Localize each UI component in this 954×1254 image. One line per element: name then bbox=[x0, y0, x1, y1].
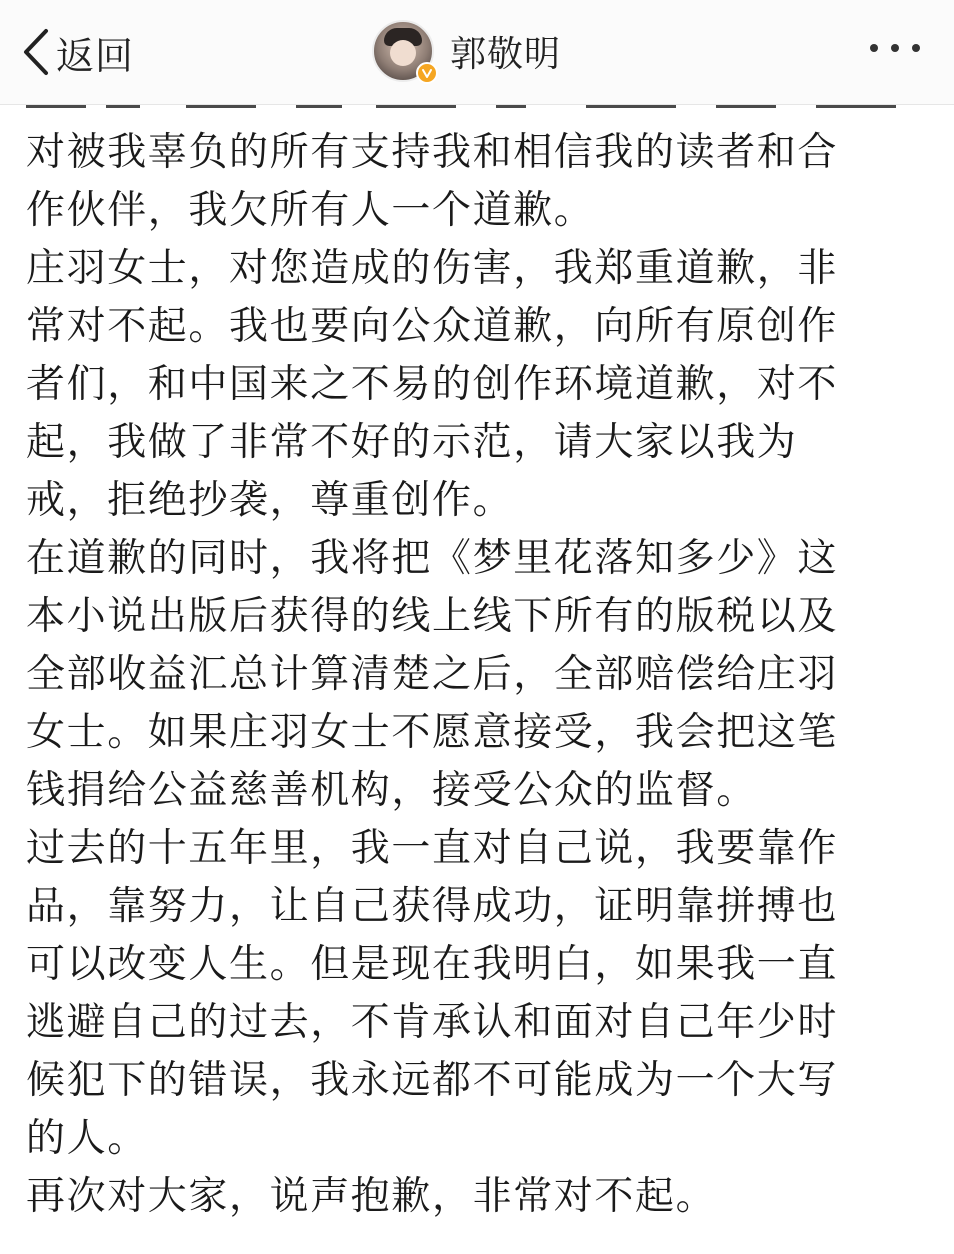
post-text bbox=[26, 124, 916, 1226]
post-text-line: 常对不起。我也要向公众道歉，向所有原创作 bbox=[26, 304, 839, 349]
post-text-line: 可以改变人生。但是现在我明白，如果我一直 bbox=[26, 942, 839, 987]
post-text-line: 过去的十五年里，我一直对自己说，我要靠作 bbox=[26, 826, 839, 871]
verified-v-icon bbox=[416, 62, 438, 84]
post-text-line: 全部收益汇总计算清楚之后，全部赔偿给庄羽 bbox=[26, 652, 839, 697]
post-text-line: 对被我辜负的所有支持我和相信我的读者和合 bbox=[26, 130, 839, 175]
back-button[interactable] bbox=[18, 20, 134, 84]
post-text-line: 戒，拒绝抄袭，尊重创作。 bbox=[26, 478, 514, 523]
post-text-line: 本小说出版后获得的线上线下所有的版税以及 bbox=[26, 594, 839, 639]
top-nav-bar bbox=[0, 0, 954, 105]
post-text-line: 作伙伴，我欠所有人一个道歉。 bbox=[26, 188, 595, 233]
user-profile-link[interactable] bbox=[372, 16, 561, 86]
more-horizontal-icon[interactable] bbox=[870, 38, 920, 58]
post-text-line: 女士。如果庄羽女士不愿意接受，我会把这笔 bbox=[26, 710, 839, 755]
post-text-line: 再次对大家，说声抱歉，非常对不起。 bbox=[26, 1174, 717, 1219]
post-text-line: 在道歉的同时，我将把《梦里花落知多少》这 bbox=[26, 536, 839, 581]
post-text-line: 者们，和中国来之不易的创作环境道歉，对不 bbox=[26, 362, 839, 407]
post-content bbox=[0, 76, 954, 1254]
back-label: 返回 bbox=[56, 33, 135, 78]
post-text-line: 品，靠努力，让自己获得成功，证明靠拼搏也 bbox=[26, 884, 839, 929]
post-text-line: 庄羽女士，对您造成的伤害，我郑重道歉，非 bbox=[26, 246, 839, 291]
chevron-left-icon bbox=[18, 25, 54, 79]
post-text-line: 候犯下的错误，我永远都不可能成为一个大写 bbox=[26, 1058, 839, 1103]
avatar[interactable] bbox=[372, 20, 434, 82]
post-text-line: 钱捐给公益慈善机构，接受公众的监督。 bbox=[26, 768, 757, 813]
post-text-line: 起，我做了非常不好的示范，请大家以我为 bbox=[26, 420, 798, 465]
user-name[interactable]: 郭敬明 bbox=[450, 33, 562, 75]
post-text-line: 逃避自己的过去，不肯承认和面对自己年少时 bbox=[26, 1000, 839, 1045]
post-text-line: 的人。 bbox=[26, 1116, 148, 1161]
